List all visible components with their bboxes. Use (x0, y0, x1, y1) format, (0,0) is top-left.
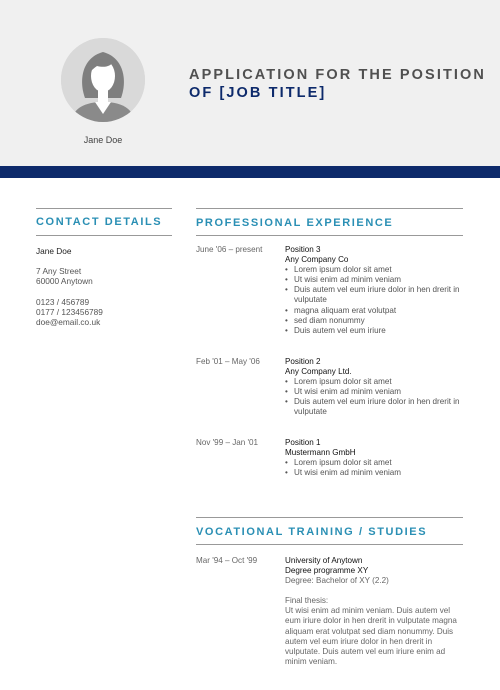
training-bottom-rule (196, 544, 463, 545)
job-position: Position 3 (285, 245, 321, 254)
person-silhouette-icon (61, 38, 145, 122)
contact-phone-2: 0177 / 123456789 (36, 306, 103, 317)
profile-photo-placeholder (61, 38, 145, 122)
training-university: University of Anytown (285, 556, 363, 565)
list-item: • Duis autem vel eum iriure (285, 326, 464, 336)
experience-bottom-rule (196, 235, 463, 236)
list-item: • Duis autem vel eum iriure dolor in hen drerit in vulputate (285, 285, 464, 305)
job-entry (196, 438, 464, 478)
experience-heading: PROFESSIONAL EXPERIENCE (196, 217, 394, 229)
job-date: June '06 – present (196, 245, 263, 254)
job-company: Any Company Ltd. (285, 367, 352, 377)
job-position: Position 1 (285, 438, 321, 447)
job-date: Nov '99 – Jan '01 (196, 438, 259, 447)
list-item: • sed diam nonummy (285, 316, 464, 326)
job-date: Feb '01 – May '06 (196, 357, 260, 366)
list-item: • Ut wisi enim ad minim veniam (285, 275, 464, 285)
job-position: Position 2 (285, 357, 321, 366)
experience-top-rule (196, 208, 463, 209)
job-entry (196, 245, 464, 336)
title-line-1: APPLICATION FOR THE POSITION (189, 67, 486, 83)
header-accent-band (0, 166, 500, 178)
training-degree: Degree: Bachelor of XY (2.2) (285, 576, 389, 586)
job-bullets (285, 377, 464, 417)
training-date: Mar '94 – Oct '99 (196, 556, 258, 565)
contact-name: Jane Doe (36, 246, 72, 256)
list-item: • Lorem ipsum dolor sit amet (285, 377, 464, 387)
list-item: • Lorem ipsum dolor sit amet (285, 265, 464, 275)
job-bullets (285, 458, 464, 478)
training-programme: Degree programme XY (285, 566, 369, 576)
contact-city: 60000 Anytown (36, 276, 93, 287)
training-heading: VOCATIONAL TRAINING / STUDIES (196, 526, 428, 538)
contact-details (36, 246, 103, 327)
contact-email: doe@email.co.uk (36, 317, 101, 328)
job-entry (196, 357, 464, 418)
contact-heading: CONTACT DETAILS (36, 216, 163, 228)
list-item: • magna aliquam erat volutpat (285, 306, 464, 316)
contact-top-rule (36, 208, 172, 209)
contact-phone-1: 0123 / 456789 (36, 296, 90, 307)
page-title (189, 66, 486, 102)
job-company: Mustermann GmbH (285, 448, 356, 458)
thesis-label: Final thesis: (285, 596, 329, 606)
job-bullets (285, 265, 464, 336)
training-top-rule (196, 517, 463, 518)
job-company: Any Company Co (285, 255, 349, 265)
title-line-2: OF [JOB TITLE] (189, 85, 327, 101)
header-name: Jane Doe (83, 135, 123, 145)
list-item: • Duis autem vel eum iriure dolor in hen drerit in vulputate (285, 397, 464, 417)
list-item: • Ut wisi enim ad minim veniam (285, 387, 464, 397)
training-entry (196, 556, 464, 667)
contact-street: 7 Any Street (36, 266, 82, 277)
thesis-text: Ut wisi enim ad minim veniam. Duis autem vel eum iriure dolor in hen drerit in vulputate magna aliquam erat volutpat sed diam nonummy. Duis autem vel eum iriure dolor in hen drerit in vulputate. Duis autem vel eum iriure enim ad minim veniam. (285, 606, 457, 666)
list-item: • Lorem ipsum dolor sit amet (285, 458, 464, 468)
list-item: • Ut wisi enim ad minim veniam (285, 468, 464, 478)
contact-bottom-rule (36, 235, 172, 236)
